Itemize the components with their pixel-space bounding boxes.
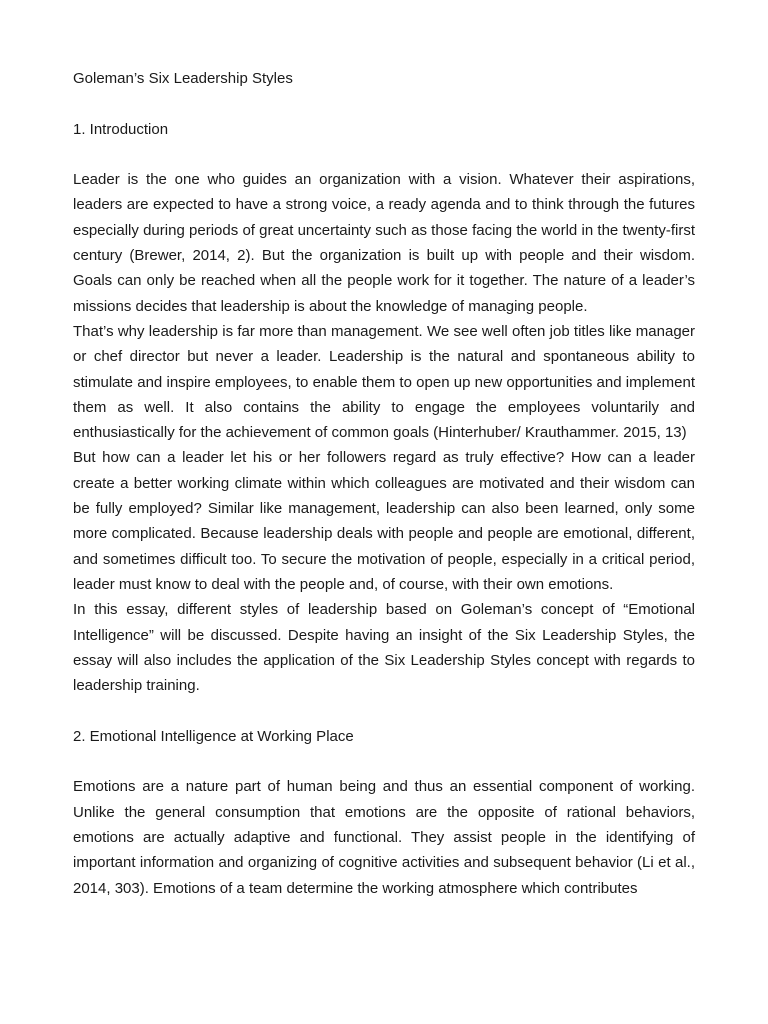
- section-heading-introduction: 1. Introduction: [73, 120, 169, 138]
- paragraph: Emotions are a nature part of human being and thus an essential component of working. Unlike the general consumption that emotions are the opposite of rational behaviors, emotions are actually adaptive and functional. They assist people in the identifying of important information and organizing of cognitive activities and subsequent behavior (Li et al., 2014, 303). Emotions of a team determine the working atmosphere which contributes: [73, 778, 695, 897]
- section-heading-emotional-intelligence: 2. Emotional Intelligence at Working Place: [73, 727, 354, 745]
- document-title: Goleman’s Six Leadership Styles: [73, 70, 293, 87]
- paragraph: Leader is the one who guides an organization with a vision. Whatever their aspirations, leaders are expected to have a strong voice, a ready agenda and to think through the futures especially during periods of great uncertainty such as those facing the world in the twenty-first century (Brewer, 2014, 2). But the organization is built up with people and their wisdom. Goals can only be reached when all the people work for it together. The nature of a leader’s missions decides that leadership is about the knowledge of managing people.: [73, 171, 695, 315]
- document-page: [73, 66, 695, 901]
- paragraph: In this essay, different styles of leadership based on Goleman’s concept of “Emotional Intelligence” will be discussed. Despite having an insight of the Six Leadership Styles, the essay will also includes the application of the Six Leadership Styles concept with regards to leadership training.: [73, 601, 695, 695]
- paragraph: That’s why leadership is far more than management. We see well often job titles like manager or chef director but never a leader. Leadership is the natural and spontaneous ability to stimulate and inspire employees, to enable them to open up new opportunities and implement them as well. It also contains the ability to engage the employees voluntarily and enthusiastically for the achievement of common goals (Hinterhuber/ Krauthammer. 2015, 13): [73, 322, 695, 442]
- section-spacer: [73, 698, 695, 723]
- paragraph: But how can a leader let his or her followers regard as truly effective? How can a leader create a better working climate within which colleagues are motivated and their wisdom can be fully employed? Similar like management, leadership can also been learned, only some more complicated. Because leadership deals with people and people are emotional, different, and sometimes difficult too. To secure the motivation of people, especially in a critical period, leader must know to deal with the people and, of course, with their own emotions.: [73, 449, 695, 593]
